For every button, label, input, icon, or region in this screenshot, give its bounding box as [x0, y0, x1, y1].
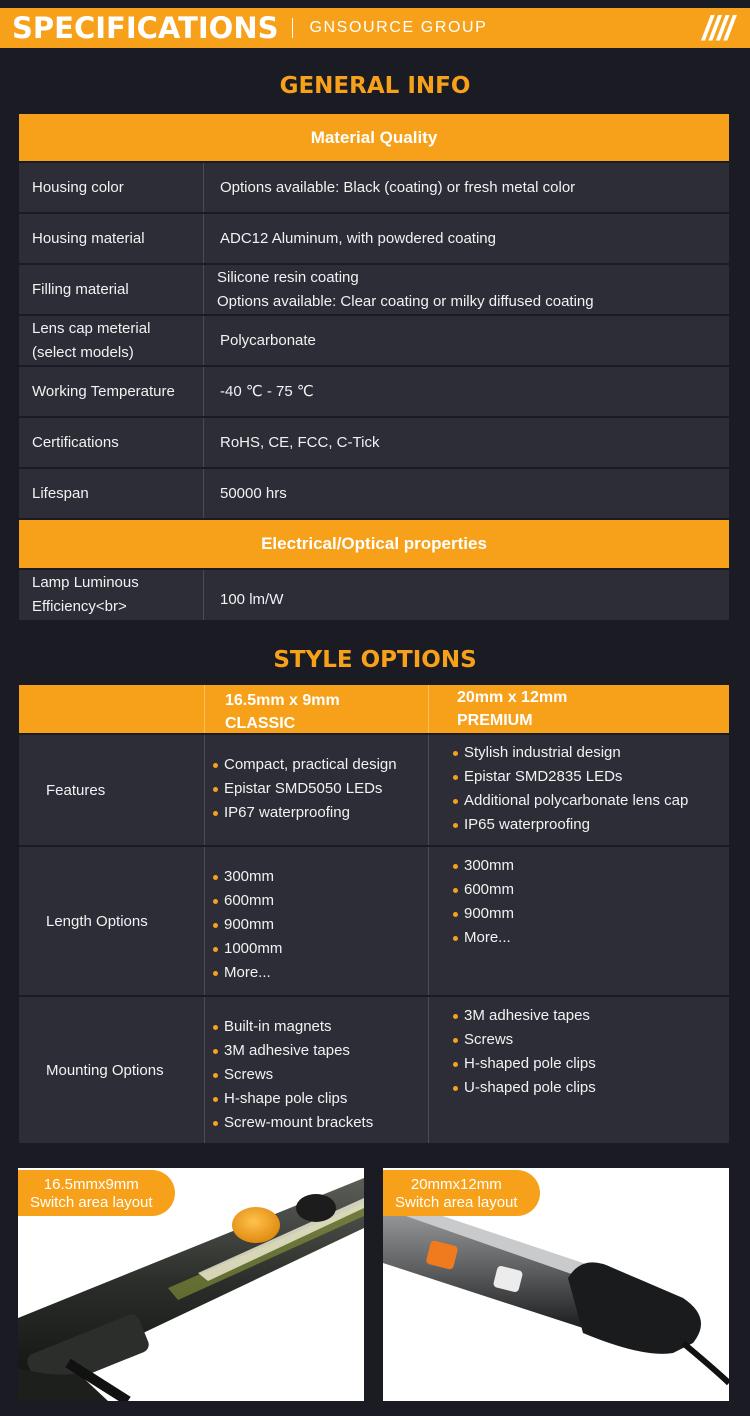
row-label-line: (select models) [32, 343, 134, 361]
row-value: Options available: Black (coating) or fresh metal color [220, 178, 576, 196]
style-options-header [19, 685, 729, 735]
list-item: Additional polycarbonate lens cap [451, 789, 729, 813]
material-quality-heading: Material Quality [19, 114, 729, 163]
table-row [19, 163, 729, 214]
list-item: Screws [451, 1028, 729, 1052]
row-label: Housing material [19, 214, 204, 263]
electrical-heading: Electrical/Optical properties [19, 520, 729, 570]
row-label-line: Lamp Luminous [32, 574, 139, 591]
bullet-list [211, 753, 428, 825]
top-banner [0, 8, 750, 48]
row-label: Working Temperature [19, 367, 204, 416]
classic-photo-label [18, 1170, 175, 1216]
table-row [19, 367, 729, 418]
style-options-table [19, 685, 729, 1143]
list-item: IP67 waterproofing [211, 801, 428, 825]
header-blank-cell [19, 685, 205, 733]
row-value: 100 lm/W [220, 591, 284, 608]
list-item: Stylish industrial design [451, 741, 729, 765]
premium-size: 20mm x 12mm [457, 689, 568, 706]
classic-cell [205, 735, 429, 845]
bullet-list [451, 854, 729, 950]
label-line: Switch area layout [395, 1194, 518, 1211]
list-item: H-shape pole clips [211, 1087, 428, 1111]
list-item: Screws [211, 1063, 428, 1087]
list-item: 600mm [451, 878, 729, 902]
row-label: Length Options [19, 847, 205, 995]
premium-cell [429, 997, 729, 1143]
list-item: 900mm [451, 902, 729, 926]
page-title: SPECIFICATIONS [12, 11, 279, 45]
list-item: 900mm [211, 913, 428, 937]
table-row [19, 214, 729, 265]
row-value: RoHS, CE, FCC, C-Tick [220, 433, 380, 451]
list-item: Screw-mount brackets [211, 1111, 428, 1135]
label-line: 20mmx12mm [410, 1176, 502, 1193]
mounting-row [19, 997, 729, 1143]
premium-photo-label [383, 1170, 540, 1216]
label-line: Switch area layout [30, 1194, 153, 1211]
premium-cell [429, 847, 729, 995]
classic-switch-photo [18, 1168, 364, 1401]
list-item: 3M adhesive tapes [451, 1004, 729, 1028]
row-value: Polycarbonate [220, 331, 316, 349]
table-row [19, 418, 729, 469]
table-row [19, 570, 729, 620]
list-item: Built-in magnets [211, 1015, 428, 1039]
premium-switch-photo [383, 1168, 729, 1401]
classic-cell [205, 847, 429, 995]
list-item: 1000mm [211, 937, 428, 961]
list-item: 3M adhesive tapes [211, 1039, 428, 1063]
list-item: More... [451, 926, 729, 950]
row-label [19, 570, 204, 620]
general-info-title: GENERAL INFO [279, 73, 471, 99]
row-value: -40 ℃ - 75 ℃ [220, 382, 314, 400]
classic-name: CLASSIC [225, 715, 296, 732]
bullet-list [451, 741, 729, 837]
general-info-table [19, 114, 729, 620]
list-item: Compact, practical design [211, 753, 428, 777]
list-item: IP65 waterproofing [451, 813, 729, 837]
row-value [204, 265, 729, 314]
premium-name: PREMIUM [457, 712, 533, 729]
row-value: 50000 hrs [220, 484, 287, 502]
row-label: Features [19, 735, 205, 845]
table-row [19, 265, 729, 316]
row-value-line: Options available: Clear coating or milky diffused coating [217, 292, 594, 310]
list-item: 600mm [211, 889, 428, 913]
table-row [19, 316, 729, 367]
list-item: 300mm [211, 865, 428, 889]
row-label: Housing color [19, 163, 204, 212]
row-label: Certifications [19, 418, 204, 467]
list-item: H-shaped pole clips [451, 1052, 729, 1076]
classic-size: 16.5mm x 9mm [225, 692, 340, 709]
classic-header [205, 685, 429, 733]
table-row [19, 469, 729, 520]
title-divider [292, 18, 293, 38]
premium-header [429, 685, 729, 733]
list-item: U-shaped pole clips [451, 1076, 729, 1100]
row-label: Lifespan [19, 469, 204, 518]
row-label-line: Efficiency<br> [32, 598, 127, 615]
row-label [19, 316, 204, 365]
list-item: Epistar SMD5050 LEDs [211, 777, 428, 801]
list-item: More... [211, 961, 428, 985]
row-label: Filling material [19, 265, 204, 314]
slash-decoration: //// [702, 10, 732, 48]
length-row [19, 847, 729, 997]
list-item: Epistar SMD2835 LEDs [451, 765, 729, 789]
classic-cell [205, 997, 429, 1143]
bullet-list [211, 865, 428, 985]
bullet-list [211, 1015, 428, 1135]
row-value-line: Silicone resin coating [217, 268, 359, 286]
row-label: Mounting Options [19, 997, 205, 1143]
list-item: 300mm [451, 854, 729, 878]
company-name: GNSOURCE GROUP [309, 19, 488, 36]
label-line: 16.5mmx9mm [43, 1176, 139, 1193]
style-options-title: STYLE OPTIONS [273, 647, 477, 673]
premium-cell [429, 735, 729, 845]
row-label-line: Lens cap meterial [32, 319, 151, 337]
bullet-list [451, 1004, 729, 1100]
features-row [19, 735, 729, 847]
row-value: ADC12 Aluminum, with powdered coating [220, 229, 496, 247]
